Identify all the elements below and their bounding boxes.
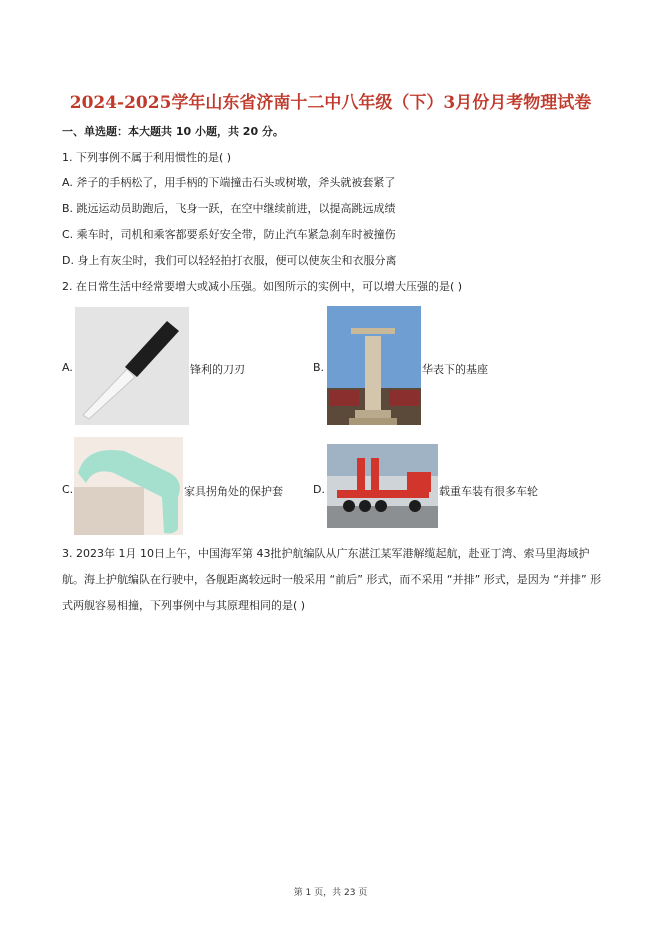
question-2-stem: 2. 在日常生活中经常要增大或减小压强。如图所示的实例中，可以增大压强的是( ) <box>62 280 463 293</box>
knife-image <box>75 307 189 425</box>
question-3-stem: 3. 2023年 1月 10日上午，中国海军第 43批护航编队从广东湛江某军港解缆起航，赴亚丁湾、索马里海域护航。海上护航编队在行驶中，各舰距离较远时一般采用 “前后” 形式，而不采用 “并排” 形式，是因为 “并排” 形式两舰容易相撞，下列事例中与其原理相同的是( ) <box>62 547 602 612</box>
option-a-text: 锋利的刀刃 <box>190 363 245 376</box>
corner-guard-image <box>74 437 183 535</box>
option-b-label: B. <box>313 361 325 374</box>
option-a-label: A. <box>62 361 73 374</box>
question-1-option-b: B. 跳远运动员助跑后，飞身一跃，在空中继续前进，以提高跳远成绩 <box>62 202 396 215</box>
huabiao-image <box>327 306 421 425</box>
page-title: 2024-2025学年山东省济南十二中八年级（下）3月份月考物理试卷 <box>69 93 592 113</box>
question-1-option-c: C. 乘车时，司机和乘客都要系好安全带，防止汽车紧急刹车时被撞伤 <box>62 228 396 241</box>
option-b-text: 华表下的基座 <box>422 363 488 376</box>
question-1-stem: 1. 下列事例不属于利用惯性的是( ) <box>62 151 232 164</box>
section-heading: 一、单选题：本大题共 10 小题，共 20 分。 <box>62 125 284 138</box>
option-d-text: 载重车装有很多车轮 <box>439 485 538 498</box>
option-c-label: C. <box>62 483 74 496</box>
page-footer: 第 1 页，共 23 页 <box>293 888 368 898</box>
question-1-option-d: D. 身上有灰尘时，我们可以轻轻拍打衣服，便可以使灰尘和衣服分离 <box>62 254 397 267</box>
question-1-option-a: A. 斧子的手柄松了，用手柄的下端撞击石头或树墩，斧头就被套紧了 <box>62 176 396 189</box>
option-c-text: 家具拐角处的保护套 <box>184 485 283 498</box>
option-d-label: D. <box>313 483 325 496</box>
truck-image <box>327 444 438 528</box>
